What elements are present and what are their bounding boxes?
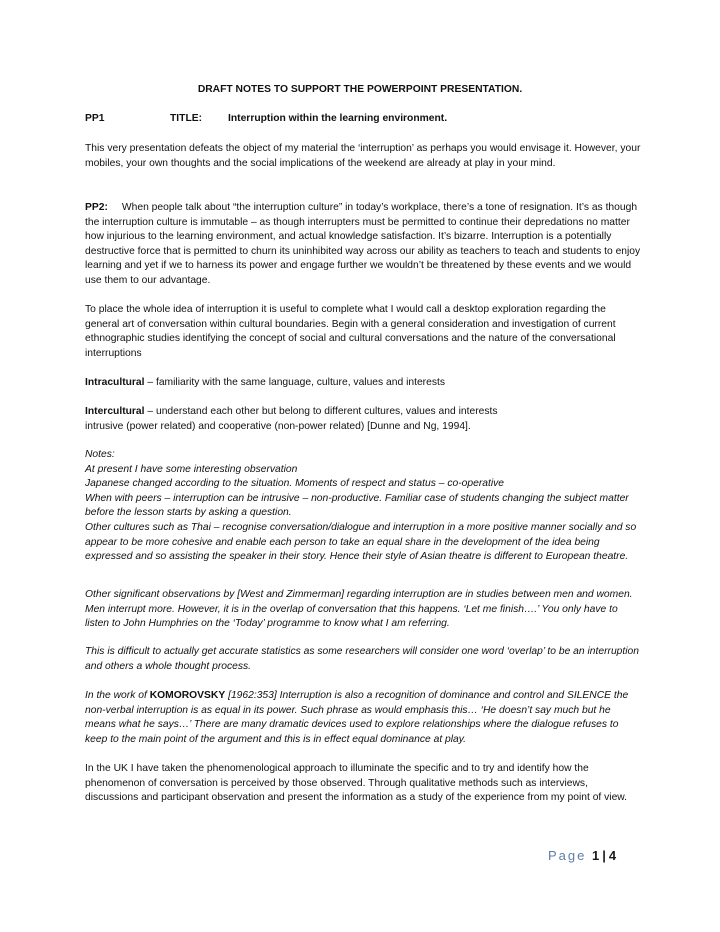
- komorovsky-prefix: In the work of: [85, 690, 150, 701]
- notes-line-3: When with peers – interruption can be intrusive – non-productive. Familiar case of students changing the subject matter before the lesson starts by asking a question.: [85, 492, 629, 519]
- footer-page-total: 4: [608, 848, 617, 863]
- paragraph-statistics: This is difficult to actually get accurate statistics as some researchers will consider one word ‘overlap’ to be an interruption and others a whole thought process.: [85, 646, 640, 672]
- intercultural-term: Intercultural: [85, 406, 145, 417]
- intercultural-line2: intrusive (power related) and cooperative (non-power related) [Dunne and Ng, 1994].: [85, 420, 471, 432]
- pp1-label: PP1: [85, 113, 105, 124]
- paragraph-intercultural: [85, 405, 641, 434]
- pp1-title-text: Interruption within the learning environment.: [228, 113, 448, 124]
- pp1-title-label: TITLE:: [170, 113, 203, 124]
- paragraph-uk-approach: In the UK I have taken the phenomenological approach to illuminate the specific and to try and identify how the phenomenon of conversation is perceived by those observed. Through qualitative methods such as interviews, discussions and participant observation and present the information as a study of the experience from my point of view.: [85, 763, 628, 804]
- paragraph-intracultural: [85, 376, 641, 391]
- intercultural-text: – understand each other but belong to different cultures, values and interests: [144, 406, 498, 417]
- page-footer: [548, 848, 616, 863]
- komorovsky-name: KOMOROVSKY: [149, 690, 226, 701]
- pp2-label: PP2:: [85, 202, 108, 213]
- paragraph-desktop-exploration: To place the whole idea of interruption it is useful to complete what I would call a desktop exploration regarding the general art of conversation within cultural boundaries. Begin with a general consideration and investigation of current ethnographic studies identifying the concept of social and cultural conversations and the nature of the conversational interruptions: [85, 304, 616, 359]
- footer-page-number: 1: [592, 848, 600, 863]
- document-title: DRAFT NOTES TO SUPPORT THE POWERPOINT PRESENTATION.: [197, 84, 523, 95]
- notes-line-2: Japanese changed according to the situation. Moments of respect and status – co-operative: [85, 478, 504, 490]
- paragraph-komorovsky: [85, 689, 641, 747]
- footer-separator: |: [602, 848, 606, 863]
- notes-section: [85, 448, 641, 565]
- komorovsky-text: [1962:353] Interruption is also a recognition of dominance and control and SILENCE the non-verbal interruption is as equal in its power. Such phrase as would emphasis this… ‘He doesn’t say much but he means what he says…’ There are many dramatic devices used to explore relationships where the dialogue refuses to keep to the main point of the argument and this is in effect equal dominance at play.: [85, 690, 629, 745]
- footer-page-word: Page: [548, 848, 587, 863]
- intracultural-term: Intracultural: [85, 377, 145, 388]
- intracultural-text: – familiarity with the same language, culture, values and interests: [144, 377, 445, 388]
- paragraph-west-zimmerman: Other significant observations by [West and Zimmerman] regarding interruption are in studies between men and women. Men interrupt more. However, it is in the overlap of conversation that this happens. ‘Let me finish….’ You only have to listen to John Humphries on the ‘Today’ programme to know what I am referring.: [85, 589, 633, 630]
- notes-heading: Notes:: [85, 449, 115, 460]
- notes-line-4: Other cultures such as Thai – recognise conversation/dialogue and interruption in a more positive manner socially and so appear to be more cohesive and enable each person to take an equal share in the development of the idea being expressed and so assisting the speaker in their story. Hence their style of Asian theatre is different to European theatre.: [85, 521, 637, 563]
- notes-line-1: At present I have some interesting observation: [85, 463, 298, 475]
- pp2-text: When people talk about “the interruption culture” in today’s workplace, there’s a tone of resignation. It’s as though the interruption culture is immutable – as though interrupters must be permitted to continue their depredations no matter how injurious to the learning environment, and actual knowledge satisfaction. It’s bizarre. Interruption is a potentially destructive force that is permitted to churn its uninhibited way across our ability as teachers to teach and students to enjoy learning and yet if we to harness its power and engage further we wouldn’t be threatened by these events and we would use them to our advantage.: [85, 202, 641, 286]
- paragraph-intro: This very presentation defeats the object of my material the ‘interruption’ as perhaps you would envisage it. However, your mobiles, your own thoughts and the social implications of the weekend are already at play in your mind.: [85, 143, 641, 169]
- paragraph-pp2: [85, 201, 641, 289]
